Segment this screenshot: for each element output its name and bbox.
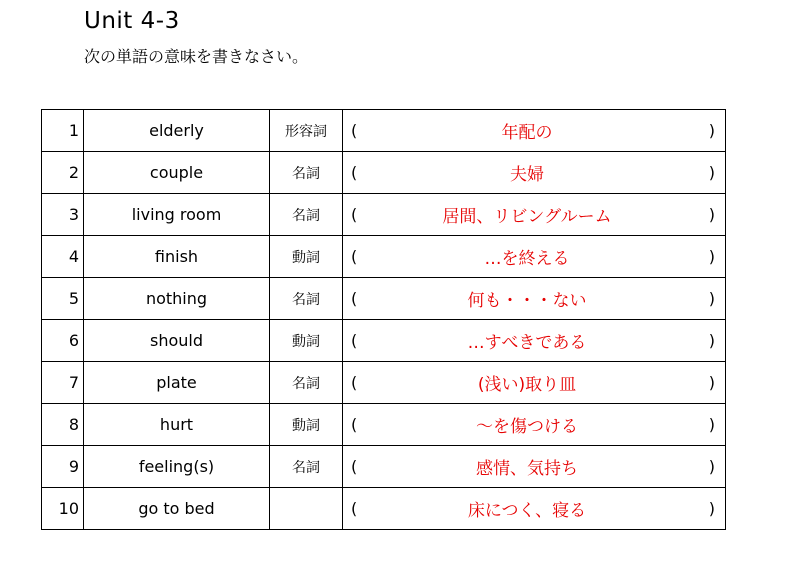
close-paren: ) (708, 289, 715, 308)
part-of-speech: 形容詞 (270, 110, 343, 152)
row-number: 3 (42, 194, 84, 236)
meaning-wrapper (343, 370, 725, 395)
meaning-wrapper (343, 412, 725, 437)
part-of-speech: 名詞 (270, 446, 343, 488)
table-row (42, 194, 726, 236)
part-of-speech: 名詞 (270, 152, 343, 194)
row-number: 4 (42, 236, 84, 278)
meaning-wrapper (343, 328, 725, 353)
english-word: couple (84, 152, 270, 194)
japanese-meaning: ～を傷つける (476, 417, 578, 437)
table-row (42, 320, 726, 362)
open-paren: ( (351, 499, 358, 518)
meaning-cell (343, 236, 726, 278)
meaning-cell (343, 446, 726, 488)
meaning-cell (343, 152, 726, 194)
row-number: 1 (42, 110, 84, 152)
english-word: living room (84, 194, 270, 236)
japanese-meaning: (浅い)取り皿 (477, 375, 577, 395)
japanese-meaning: 年配の (501, 123, 553, 143)
english-word: feeling(s) (84, 446, 270, 488)
close-paren: ) (708, 499, 715, 518)
english-word: elderly (84, 110, 270, 152)
english-word: finish (84, 236, 270, 278)
open-paren: ( (351, 163, 358, 182)
meaning-wrapper (343, 118, 725, 143)
japanese-meaning: 居間、リビングルーム (442, 207, 612, 227)
meaning-wrapper (343, 202, 725, 227)
meaning-cell (343, 404, 726, 446)
page-title: Unit 4-3 (84, 8, 180, 34)
meaning-cell (343, 320, 726, 362)
row-number: 9 (42, 446, 84, 488)
row-number: 10 (42, 488, 84, 530)
english-word: should (84, 320, 270, 362)
open-paren: ( (351, 373, 358, 392)
table-row (42, 110, 726, 152)
close-paren: ) (708, 205, 715, 224)
japanese-meaning: …を終える (484, 249, 570, 269)
meaning-cell (343, 194, 726, 236)
english-word: nothing (84, 278, 270, 320)
meaning-wrapper (343, 496, 725, 521)
part-of-speech: 動詞 (270, 236, 343, 278)
meaning-cell (343, 362, 726, 404)
table-row (42, 404, 726, 446)
instruction-text: 次の単語の意味を書きなさい。 (84, 47, 309, 66)
part-of-speech: 動詞 (270, 320, 343, 362)
vocabulary-table-body (42, 110, 726, 530)
part-of-speech: 名詞 (270, 278, 343, 320)
english-word: plate (84, 362, 270, 404)
vocabulary-table (41, 109, 726, 530)
close-paren: ) (708, 121, 715, 140)
part-of-speech (270, 488, 343, 530)
japanese-meaning: 何も・・・ない (467, 291, 587, 311)
close-paren: ) (708, 373, 715, 392)
open-paren: ( (351, 331, 358, 350)
close-paren: ) (708, 247, 715, 266)
table-row (42, 362, 726, 404)
japanese-meaning: 夫婦 (510, 165, 544, 185)
japanese-meaning: …すべきである (467, 333, 587, 353)
english-word: go to bed (84, 488, 270, 530)
meaning-cell (343, 488, 726, 530)
table-row (42, 488, 726, 530)
close-paren: ) (708, 163, 715, 182)
part-of-speech: 動詞 (270, 404, 343, 446)
open-paren: ( (351, 205, 358, 224)
open-paren: ( (351, 247, 358, 266)
row-number: 6 (42, 320, 84, 362)
japanese-meaning: 感情、気持ち (476, 459, 578, 479)
row-number: 7 (42, 362, 84, 404)
meaning-wrapper (343, 244, 725, 269)
part-of-speech: 名詞 (270, 194, 343, 236)
japanese-meaning: 床につく、寝る (467, 501, 587, 521)
open-paren: ( (351, 121, 358, 140)
meaning-wrapper (343, 160, 725, 185)
row-number: 8 (42, 404, 84, 446)
meaning-wrapper (343, 454, 725, 479)
open-paren: ( (351, 457, 358, 476)
row-number: 5 (42, 278, 84, 320)
table-row (42, 446, 726, 488)
meaning-wrapper (343, 286, 725, 311)
close-paren: ) (708, 457, 715, 476)
meaning-cell (343, 278, 726, 320)
close-paren: ) (708, 331, 715, 350)
row-number: 2 (42, 152, 84, 194)
table-row (42, 278, 726, 320)
table-row (42, 236, 726, 278)
open-paren: ( (351, 415, 358, 434)
meaning-cell (343, 110, 726, 152)
close-paren: ) (708, 415, 715, 434)
open-paren: ( (351, 289, 358, 308)
part-of-speech: 名詞 (270, 362, 343, 404)
english-word: hurt (84, 404, 270, 446)
table-row (42, 152, 726, 194)
